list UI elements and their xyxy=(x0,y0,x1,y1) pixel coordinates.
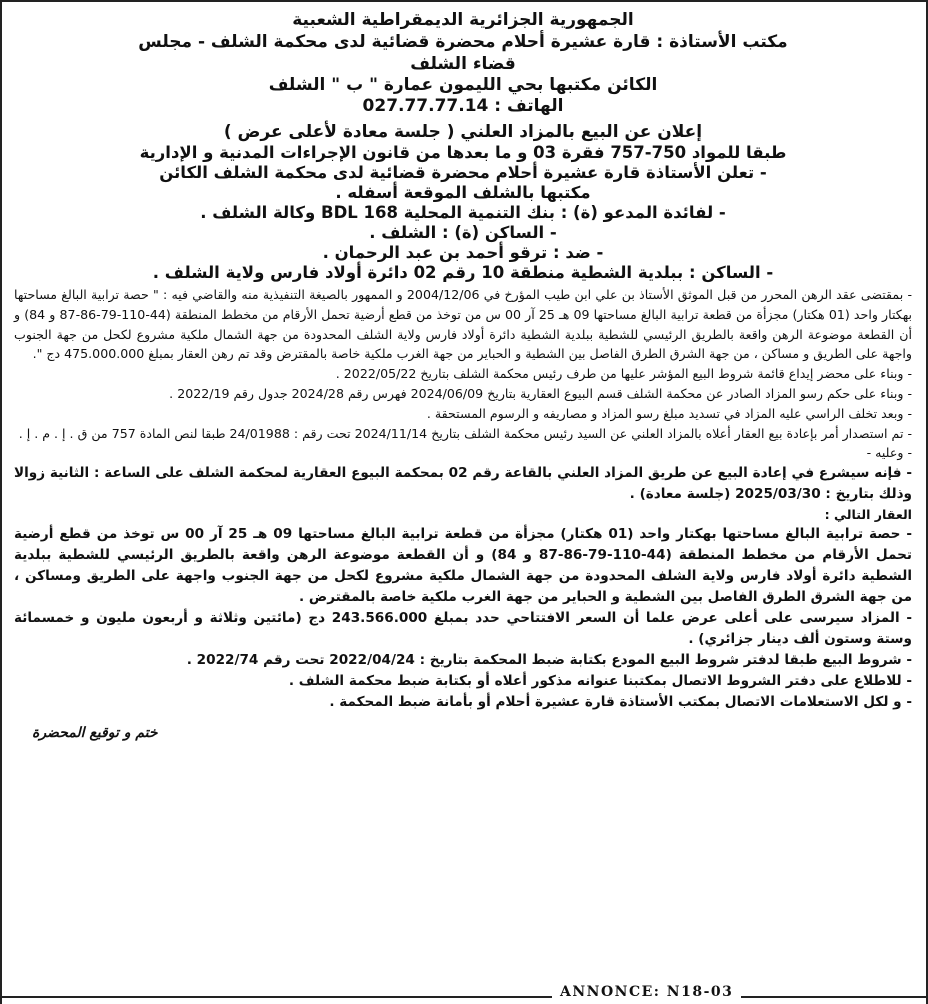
legal-basis: طبقا للمواد 750-757 فقرة 03 و ما بعدها من قانون الإجراءات المدنية و الإدارية xyxy=(139,143,787,162)
debtor-line: - ضد : ترقو أحمد بن عبد الرحمان . xyxy=(322,243,604,262)
debtor-residence: - الساكن : ببلدية الشطية منطقة 10 رقم 02 دائرة أولاد فارس ولاية الشلف . xyxy=(152,263,774,282)
therefore-line: - وعليه - xyxy=(866,445,912,461)
office-phone: الهاتف : 027.77.77.14 xyxy=(362,96,564,116)
creditor-line: - لفائدة المدعو (ة) : بنك التنمية المحلية BDL 168 وكالة الشلف . xyxy=(200,203,726,222)
conditions-paragraph: - وبناء على محضر إيداع قائمة شروط البيع المؤشر عليها من طرف رئيس محكمة الشلف بتاريخ 2022/05/22 . xyxy=(335,366,912,382)
footer-rule xyxy=(2,996,926,998)
opening-price-paragraph: - المزاد سيرسى على أعلى عرض علما أن السعر الافتتاحي حدد بمبلغ 243.566.000 دج (مائتين وثلاثة و أربعون مليون و خمسمائة وستة وستون ألف دينار جزائري) . xyxy=(14,610,912,648)
judgment-paragraph: - وبناء على حكم رسو المزاد الصادر عن محكمة الشلف قسم البيوع العقارية بتاريخ 2024/06/09 فهرس رقم 2024/28 جدول رقم 2022/19 . xyxy=(169,385,912,401)
conditions-deposit-paragraph: - شروط البيع طبقا لدفتر شروط البيع المودع بكتابة ضبط المحكمة بتاريخ : 2022/04/24 تحت رقم 2022/74 . xyxy=(186,652,912,669)
bailiff-signature: ختم و توقيع المحضرة xyxy=(32,725,158,742)
announcer-line: - تعلن الأستاذة قارة عشيرة أحلام محضرة قضائية لدى محكمة الشلف الكائن xyxy=(159,163,767,182)
announcer-signature-line: مكتبها بالشلف الموقعة أسفله . xyxy=(335,183,591,202)
consultation-paragraph: - للاطلاع على دفتر الشروط الاتصال بمكتبنا عنوانه مذكور أعلاه أو بكتابة ضبط محكمة الشلف . xyxy=(288,673,912,690)
creditor-residence: - الساكن (ة) : الشلف . xyxy=(369,223,557,242)
announcement-footer xyxy=(2,970,926,1004)
notice-title: إعلان عن البيع بالمزاد العلني ( جلسة معادة لأعلى عرض ) xyxy=(223,122,703,142)
resale-order-paragraph: - تم استصدار أمر بإعادة بيع العقار أعلاه بالمزاد العلني عن السيد رئيس محكمة الشلف بتاريخ 2024/11/14 تحت رقم : 24/01988 طبقا لنص المادة 757 من ق . إ . م . إ . xyxy=(18,425,912,441)
bailiff-office-court: قضاء الشلف xyxy=(410,54,516,74)
property-label: العقار التالي : xyxy=(824,507,912,523)
property-description: - حصة ترابية البالغ مساحتها بهكتار واحد (01 هكتار) مجزأة من قطعة ترابية البالغ مساحتها 09 هـ 25 آر 00 س توخذ من قطع أرضية تحمل الأرقام من مخطط المنطقة (44-110-79-86-87 و 84) و أن القطعة موضوعة الرهن واقعة بالطريق الرئيسي للشطية ببلدية الشطية دائرة أولاد فارس ولاية الشلف المحدودة من جهة الشمال ملكية مشروع لكحل من جهة الجنوب واجهة على الطريق ومساكن ، من جهة الشرق الطرق الفاصل بين الشطية و الحباير من جهة الغرب ملكية خاصة بالمقترض . xyxy=(14,526,912,606)
office-address: الكائن مكتبها بحي الليمون عمارة " ب " الشلف xyxy=(268,75,658,95)
default-paragraph: - وبعد تخلف الراسي عليه المزاد في تسديد مبلغ رسو المزاد و مصاريفه و الرسوم المستحقة . xyxy=(426,405,912,421)
sale-date-paragraph: - فإنه سيشرع في إعادة البيع عن طريق المزاد العلني بالقاعة رقم 02 بمحكمة البيوع العقارية لمحكمة الشلف على الساعة : الثانية زوالا وذلك بتاريخ : 2025/03/30 (جلسة معادة) . xyxy=(14,465,912,503)
announcement-code: ANNONCE: N18-03 xyxy=(552,984,741,1000)
republic-heading: الجمهورية الجزائرية الديمقراطية الشعبية xyxy=(292,10,634,30)
mortgage-paragraph: - بمقتضى عقد الرهن المحرر من قبل الموثق الأستاذ بن علي ابن طيب المؤرخ في 2004/12/06 و الممهور بالصيغة التنفيذية منه والقاضي فيه : " حصة ترابية البالغ مساحتها بهكتار واحد (01 هكتار) مجزأة من قطعة ترابية البالغ مساحتها 09 هـ 25 آر 00 س من توخذ من قطع أرضية تحمل الأرقام من مخطط المنطقة (44-110-79-86-87 و 84) و أن القطعة موضوعة الرهن واقعة بالطريق الرئيسي للشطية ببلدية الشطية دائرة أولاد فارس ولاية الشلف المحدودة من جهة الشمال ملكية مشروع لكحل من جهة الجنوب واجهة على الطريق و مساكن ، من جهة الشرق الطرق الفاصل بين الشطية و الحباير من جهة الغرب ملكية خاصة بالمقترض وقد تم رهن العقار بمبلغ 475.000.000 دج ". xyxy=(14,287,913,362)
bailiff-office-line: مكتب الأستاذة : قارة عشيرة أحلام محضرة قضائية لدى محكمة الشلف - مجلس xyxy=(138,32,788,52)
inquiries-paragraph: - و لكل الاستعلامات الاتصال بمكتب الأستاذة قارة عشيرة أحلام أو بأمانة ضبط المحكمة . xyxy=(329,694,912,711)
